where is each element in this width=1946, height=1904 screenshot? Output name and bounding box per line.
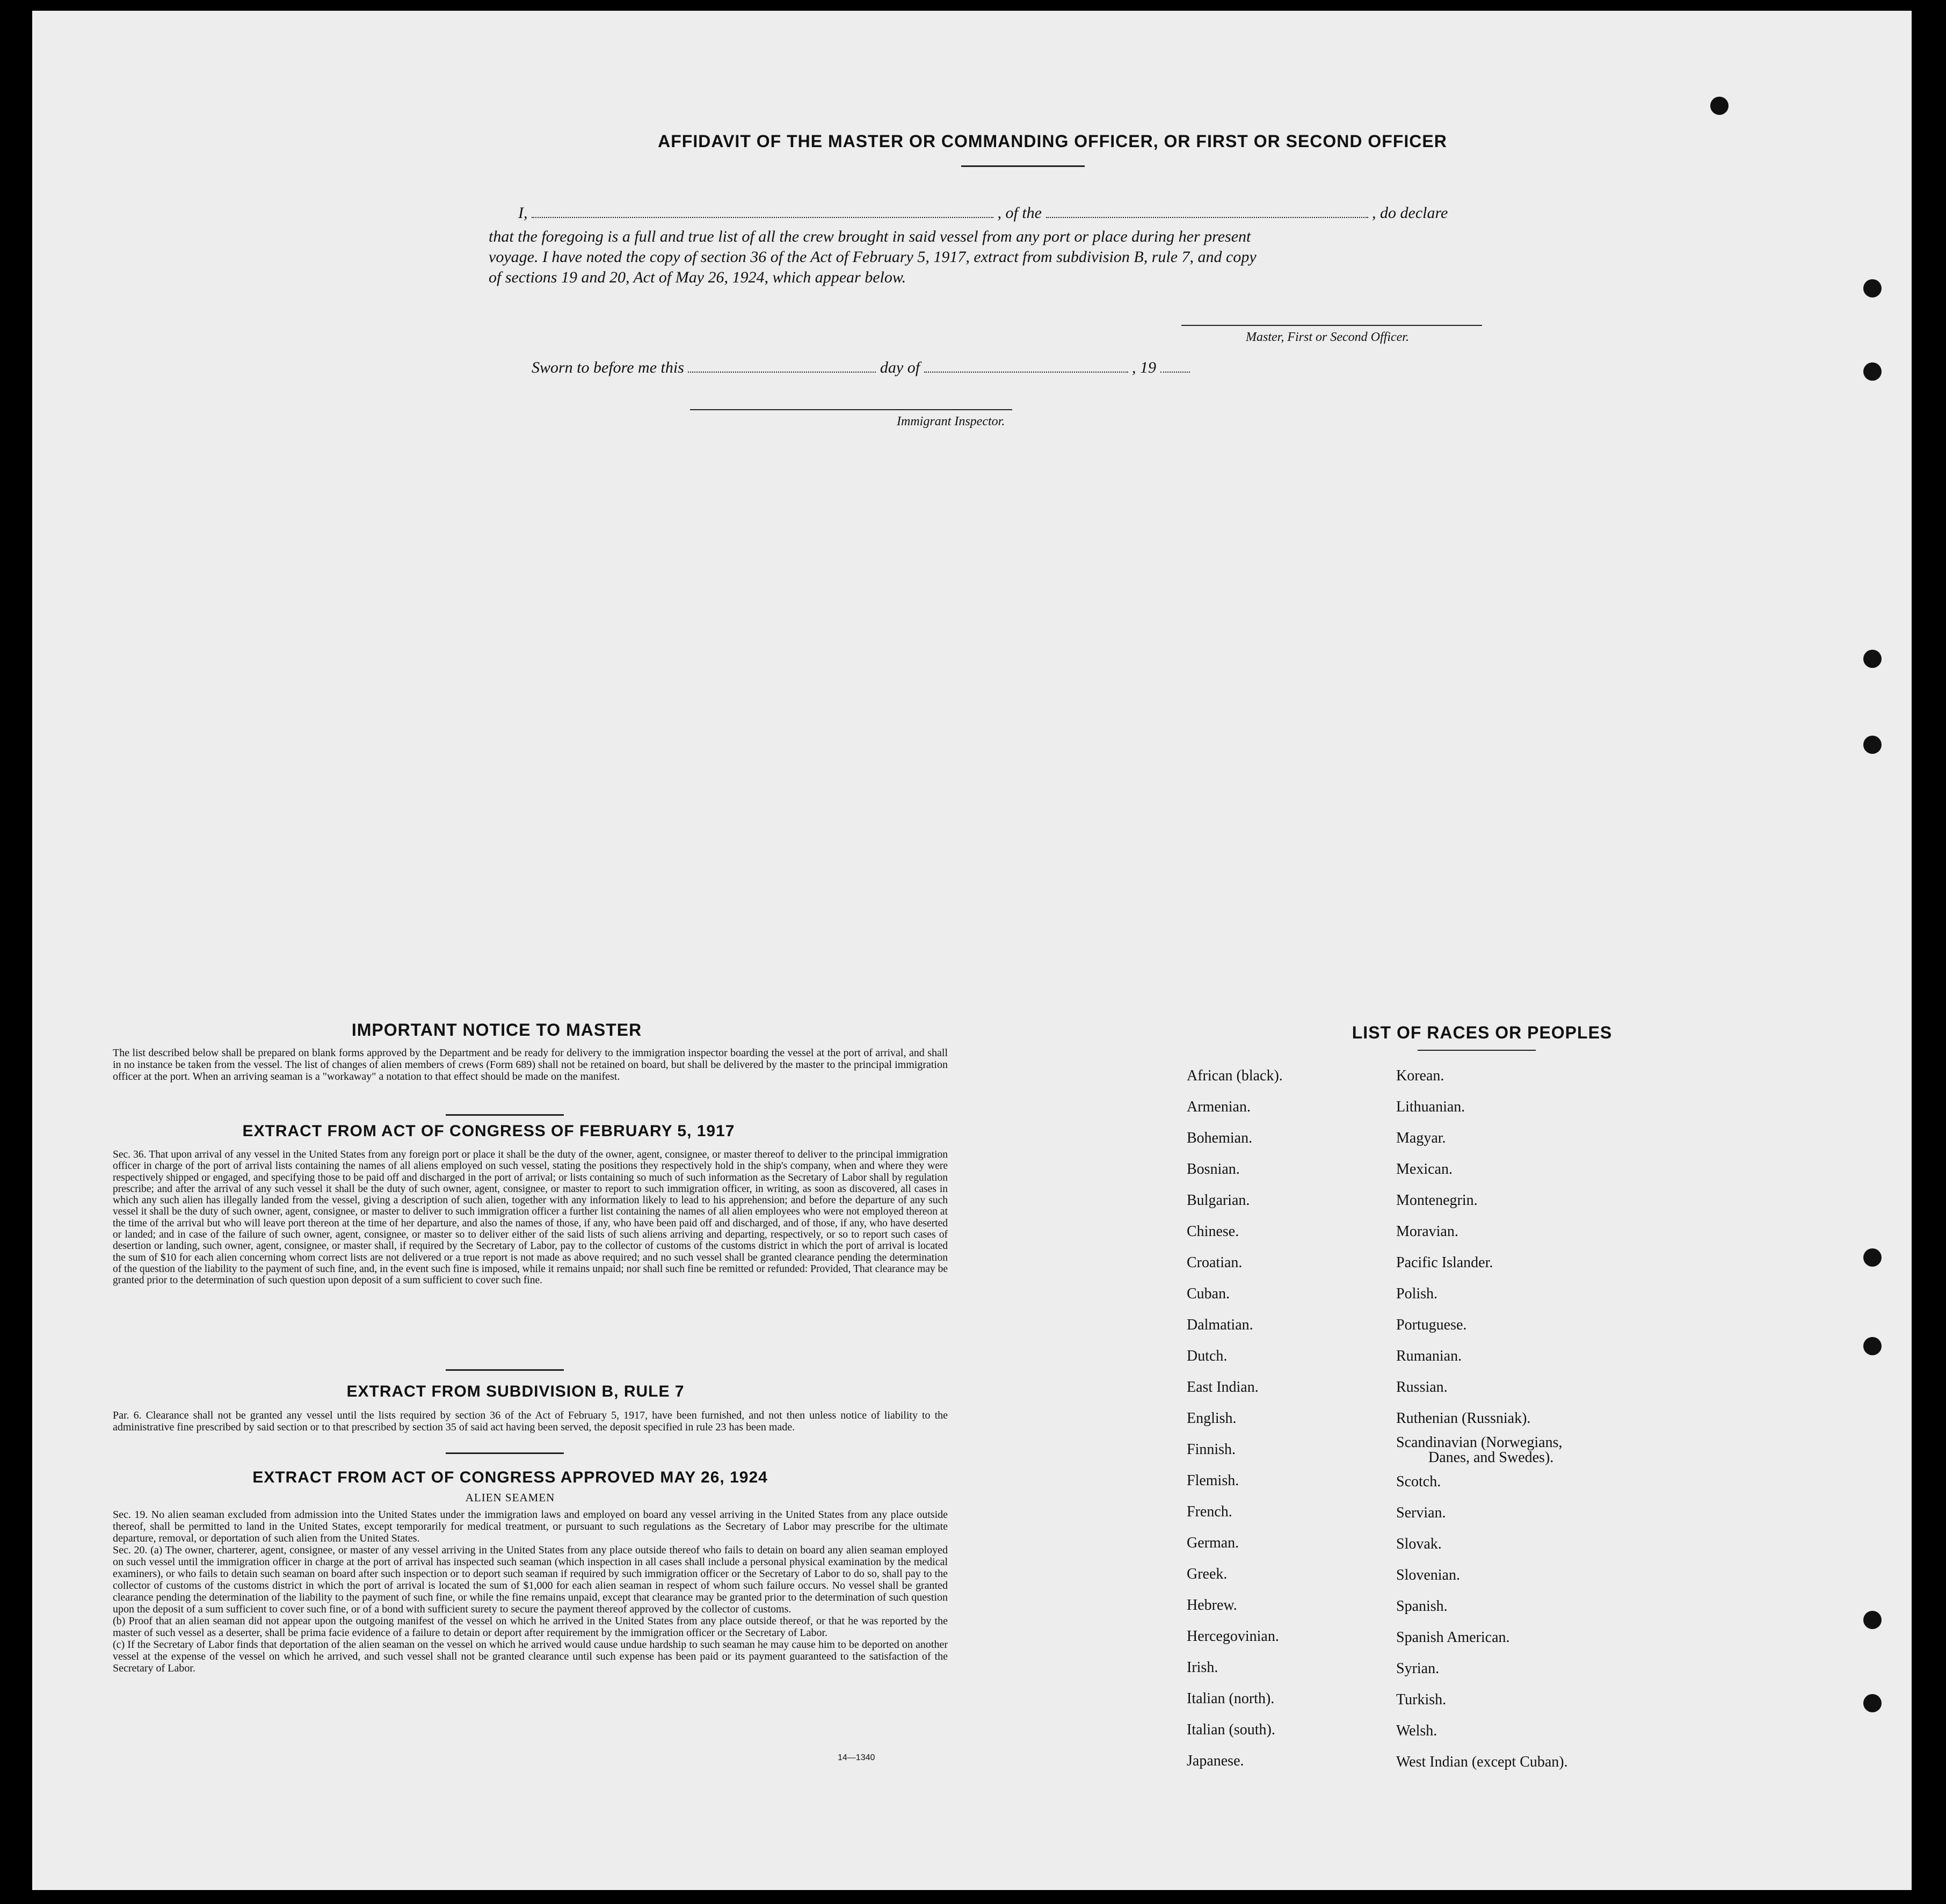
race-item: Welsh. — [1396, 1723, 1437, 1739]
race-item: Italian (south). — [1187, 1721, 1275, 1738]
race-item: Dalmatian. — [1187, 1317, 1253, 1333]
races-column-1 — [1187, 1060, 1283, 1777]
binder-hole-icon — [1863, 650, 1882, 668]
race-item: Ruthenian (Russniak). — [1396, 1410, 1531, 1427]
inspector-label: Immigrant Inspector. — [897, 415, 1005, 428]
race-item: German. — [1187, 1535, 1239, 1551]
extract-1924-text — [113, 1509, 948, 1674]
race-item: Slovak. — [1396, 1536, 1442, 1552]
affidavit-declaration-line — [518, 199, 1565, 222]
binder-hole-icon — [1863, 279, 1882, 297]
race-item: Greek. — [1187, 1566, 1228, 1582]
race-item: Dutch. — [1187, 1348, 1228, 1364]
race-item: East Indian. — [1187, 1379, 1259, 1396]
race-item: Flemish. — [1187, 1472, 1239, 1489]
sworn-year-blank[interactable] — [1160, 353, 1190, 373]
affidavit-i-label: I, — [518, 204, 528, 222]
sworn-line — [532, 353, 1337, 377]
race-item: Scandinavian (Norwegians, — [1396, 1434, 1563, 1451]
master-signature-label: Master, First or Second Officer. — [1246, 330, 1409, 344]
affidavit-text-line: that the foregoing is a full and true list of all the crew brought in said vessel from any port or place during her present — [489, 228, 1251, 245]
races-column-2 — [1396, 1060, 1568, 1778]
race-item: Rumanian. — [1396, 1348, 1462, 1364]
race-item: Bosnian. — [1187, 1161, 1240, 1178]
race-item: Armenian. — [1187, 1099, 1251, 1115]
race-item: Magyar. — [1396, 1130, 1446, 1146]
race-item: Cuban. — [1187, 1285, 1230, 1302]
race-item: Portuguese. — [1396, 1317, 1467, 1333]
sworn-day-of: day of — [880, 359, 920, 376]
notice-text: The list described below shall be prepared on blank forms approved by the Department and be ready for delivery to the immigration inspector boarding the vessel at the port of arrival, and shall in no instance be taken from the vessel. The list of changes of alien members of crews (Form 689) shall not be retained on board, but shall be delivered by the master to the principal immigration officer at the port. When an arriving seaman is a "workaway" a notation to that effect should be made on the manifest. — [113, 1047, 948, 1082]
race-item: Polish. — [1396, 1285, 1438, 1302]
sec20b-text: (b) Proof that an alien seaman did not appear upon the outgoing manifest of the vessel on which he arrived in the United States from any place outside thereof, or that he was reported by the master of such vessel as a deserter, shall be prima facie evidence of a failure to detain or deport after requirement by the immigration officer or the Secretary of Labor. — [113, 1615, 948, 1639]
race-item: Turkish. — [1396, 1691, 1447, 1708]
extract-1917-text: Sec. 36. That upon arrival of any vessel in the United States from any foreign port or place it shall be the duty of the owner, agent, consignee, or master thereof to deliver to the principal immigration officer in charge of the port of arrival lists containing the names of all aliens employed on such vessel, stating the positions they respectively hold in the ship's company, when and where they were respectively shipped or engaged, and specifying those to be paid off and discharged in the port of arrival; or lists containing so much of such information as the Secretary of Labor shall by regulation prescribe; and after the arrival of any such vessel it shall be the duty of such owner, agent, consignee, or master to report to such immigration officer, in writing, as soon as discovered, all cases in which any such alien has illegally landed from the vessel, giving a description of such alien, together with any information likely to lead to his apprehension; and before the departure of any such vessel it shall be the duty of such owner, agent, consignee, or master to deliver to such immigration officer a further list containing the names of all alien employees who were not employed thereon at the time of the arrival but who will leave port thereon at the time of her departure, and also the names of those, if any, who have been paid off and discharged, and of those, if any, who have deserted or landed; and in case of the failure of such owner, agent, consignee, or master so to deliver either of the said lists of such aliens arriving and departing, respectively, or so to report such cases of desertion or landing, such owner, agent, consignee, or master shall, if required by the Secretary of Labor, pay to the collector of customs of the customs district in which the port of arrival is located the sum of $10 for each alien concerning whom correct lists are not delivered or a true report is not made as above required; and no such vessel shall be granted clearance pending the determination of the question of the liability to the payment of such fine, and, in the event such fine is imposed, while it remains unpaid; nor shall such fine be remitted or refunded: Provided, That clearance may be granted prior to the determination of such question upon deposit of a sum sufficient to cover such fine. — [113, 1149, 948, 1287]
extract-1924-subtitle: ALIEN SEAMEN — [465, 1491, 555, 1504]
sec20c-text: (c) If the Secretary of Labor finds that deportation of the alien seaman on the vessel on which he arrived would cause undue hardship to such seaman he may cause him to be deported on another vessel at the expense of the vessel on which he arrived, and such vessel shall not be granted clearance until such expense has been paid or its payment guaranteed to the satisfaction of the Secretary of Labor. — [113, 1639, 948, 1674]
race-item: Bulgarian. — [1187, 1192, 1250, 1209]
race-item: Spanish American. — [1396, 1629, 1510, 1646]
race-item: Pacific Islander. — [1396, 1254, 1493, 1271]
race-item: Spanish. — [1396, 1598, 1448, 1615]
race-item: Syrian. — [1396, 1660, 1440, 1677]
sworn-month-blank[interactable] — [924, 353, 1128, 373]
race-item: English. — [1187, 1410, 1237, 1427]
binder-hole-icon — [1863, 1611, 1882, 1629]
binder-hole-icon — [1863, 362, 1882, 381]
race-item: Mexican. — [1396, 1161, 1453, 1178]
affidavit-text-line: voyage. I have noted the copy of section 36 of the Act of February 5, 1917, extract from subdivision B, rule 7, and copy — [489, 248, 1257, 266]
sworn-prefix: Sworn to before me this — [532, 359, 684, 376]
affidavit-declare-label: , do declare — [1372, 204, 1448, 222]
race-item: Hebrew. — [1187, 1597, 1237, 1614]
affidavit-text — [489, 227, 1573, 288]
inspector-signature-line[interactable] — [690, 409, 1012, 410]
race-item: West Indian (except Cuban). — [1396, 1754, 1568, 1770]
races-title: LIST OF RACES OR PEOPLES — [1352, 1023, 1613, 1042]
race-item: Italian (north). — [1187, 1690, 1275, 1707]
affidavit-title: AFFIDAVIT OF THE MASTER OR COMMANDING OFFICER, OR FIRST OR SECOND OFFICER — [658, 132, 1447, 151]
race-item: Hercegovinian. — [1187, 1628, 1279, 1645]
race-item: African (black). — [1187, 1067, 1283, 1084]
binder-hole-icon — [1863, 1248, 1882, 1267]
extract-1924-title: EXTRACT FROM ACT OF CONGRESS APPROVED MAY 26, 1924 — [252, 1469, 768, 1486]
race-item: Lithuanian. — [1396, 1099, 1465, 1115]
binder-hole-icon — [1863, 1337, 1882, 1355]
binder-hole-icon — [1710, 97, 1729, 115]
sworn-year: , 19 — [1132, 359, 1157, 376]
notice-title: IMPORTANT NOTICE TO MASTER — [351, 1020, 642, 1040]
sec19-text: Sec. 19. No alien seaman excluded from admission into the United States under the immigration laws and employed on board any vessel arriving in the United States from any place outside thereof, shall be permitted to land in the United States, except temporarily for medical treatment, or pursuant to such regulations as the Secretary of Labor may prescribe for the ultimate departure, removal, or deportation of such alien from the United States. — [113, 1509, 948, 1544]
race-item: Servian. — [1396, 1505, 1446, 1521]
race-item: Montenegrin. — [1396, 1192, 1478, 1209]
binder-hole-icon — [1863, 736, 1882, 754]
affidavit-title-rule — [961, 165, 1085, 167]
document-page — [32, 11, 1912, 1890]
races-title-rule — [1418, 1050, 1536, 1051]
race-item: French. — [1187, 1503, 1232, 1520]
race-item: Bohemian. — [1187, 1130, 1253, 1146]
race-item-continuation: Danes, and Swedes). — [1428, 1449, 1554, 1466]
race-item: Irish. — [1187, 1659, 1218, 1676]
affidavit-of-the-label: , of the — [997, 204, 1042, 222]
sworn-day-blank[interactable] — [688, 353, 876, 373]
race-item: Scotch. — [1396, 1473, 1441, 1490]
master-name-blank[interactable] — [532, 199, 993, 218]
extract-rule7-title: EXTRACT FROM SUBDIVISION B, RULE 7 — [346, 1383, 685, 1400]
sec20a-text: Sec. 20. (a) The owner, charterer, agent, consignee, or master of any vessel arriving in the United States from any place outside thereof who fails to detain on board any alien seaman employed on such vessel until the immigration officer in charge at the port of arrival has inspected such seaman (which inspection in all cases shall include a personal physical examination by the medical examiners), or who fails to detain such seaman on board after such inspection or to deport such seaman if required by such immigration officer or the Secretary of Labor to do so, shall pay to the collector of customs of the customs district in which the port of arrival is located the sum of $1,000 for each alien seaman in respect of whom such failure occurs. No vessel shall be granted clearance pending the determination of the liability to the payment of such fine, or while the fine remains unpaid, except that clearance may be granted prior to the determination of such question upon the deposit of a sum sufficient to cover such fine, or of a bond with sufficient surety to secure the payment thereof approved by the collector of customs. — [113, 1544, 948, 1615]
extract-rule7-rule — [446, 1452, 564, 1454]
form-number: 14—1340 — [838, 1753, 875, 1762]
race-item-scandinavian — [1396, 1434, 1568, 1466]
extract-1917-rule — [446, 1369, 564, 1371]
extract-rule7-text: Par. 6. Clearance shall not be granted any vessel until the lists required by section 36 of the Act of February 5, 1917, have been furnished, and not then unless notice of liability to the administrative fine prescribed by said section or to that prescribed by section 35 of said act having been served, the deposit specified in rule 23 has been made. — [113, 1409, 948, 1433]
race-item: Finnish. — [1187, 1441, 1236, 1458]
race-item: Moravian. — [1396, 1223, 1458, 1240]
master-signature-line[interactable] — [1181, 325, 1482, 326]
race-item: Chinese. — [1187, 1223, 1239, 1240]
race-item: Japanese. — [1187, 1753, 1244, 1769]
extract-1917-title: EXTRACT FROM ACT OF CONGRESS OF FEBRUARY 5, 1917 — [242, 1122, 735, 1140]
race-item: Russian. — [1396, 1379, 1448, 1396]
race-item: Korean. — [1396, 1067, 1444, 1084]
binder-hole-icon — [1863, 1694, 1882, 1712]
notice-rule — [446, 1114, 564, 1116]
race-item: Slovenian. — [1396, 1567, 1460, 1583]
affidavit-text-line: of sections 19 and 20, Act of May 26, 1924, which appear below. — [489, 268, 906, 286]
race-item: Croatian. — [1187, 1254, 1243, 1271]
vessel-name-blank[interactable] — [1046, 199, 1368, 218]
